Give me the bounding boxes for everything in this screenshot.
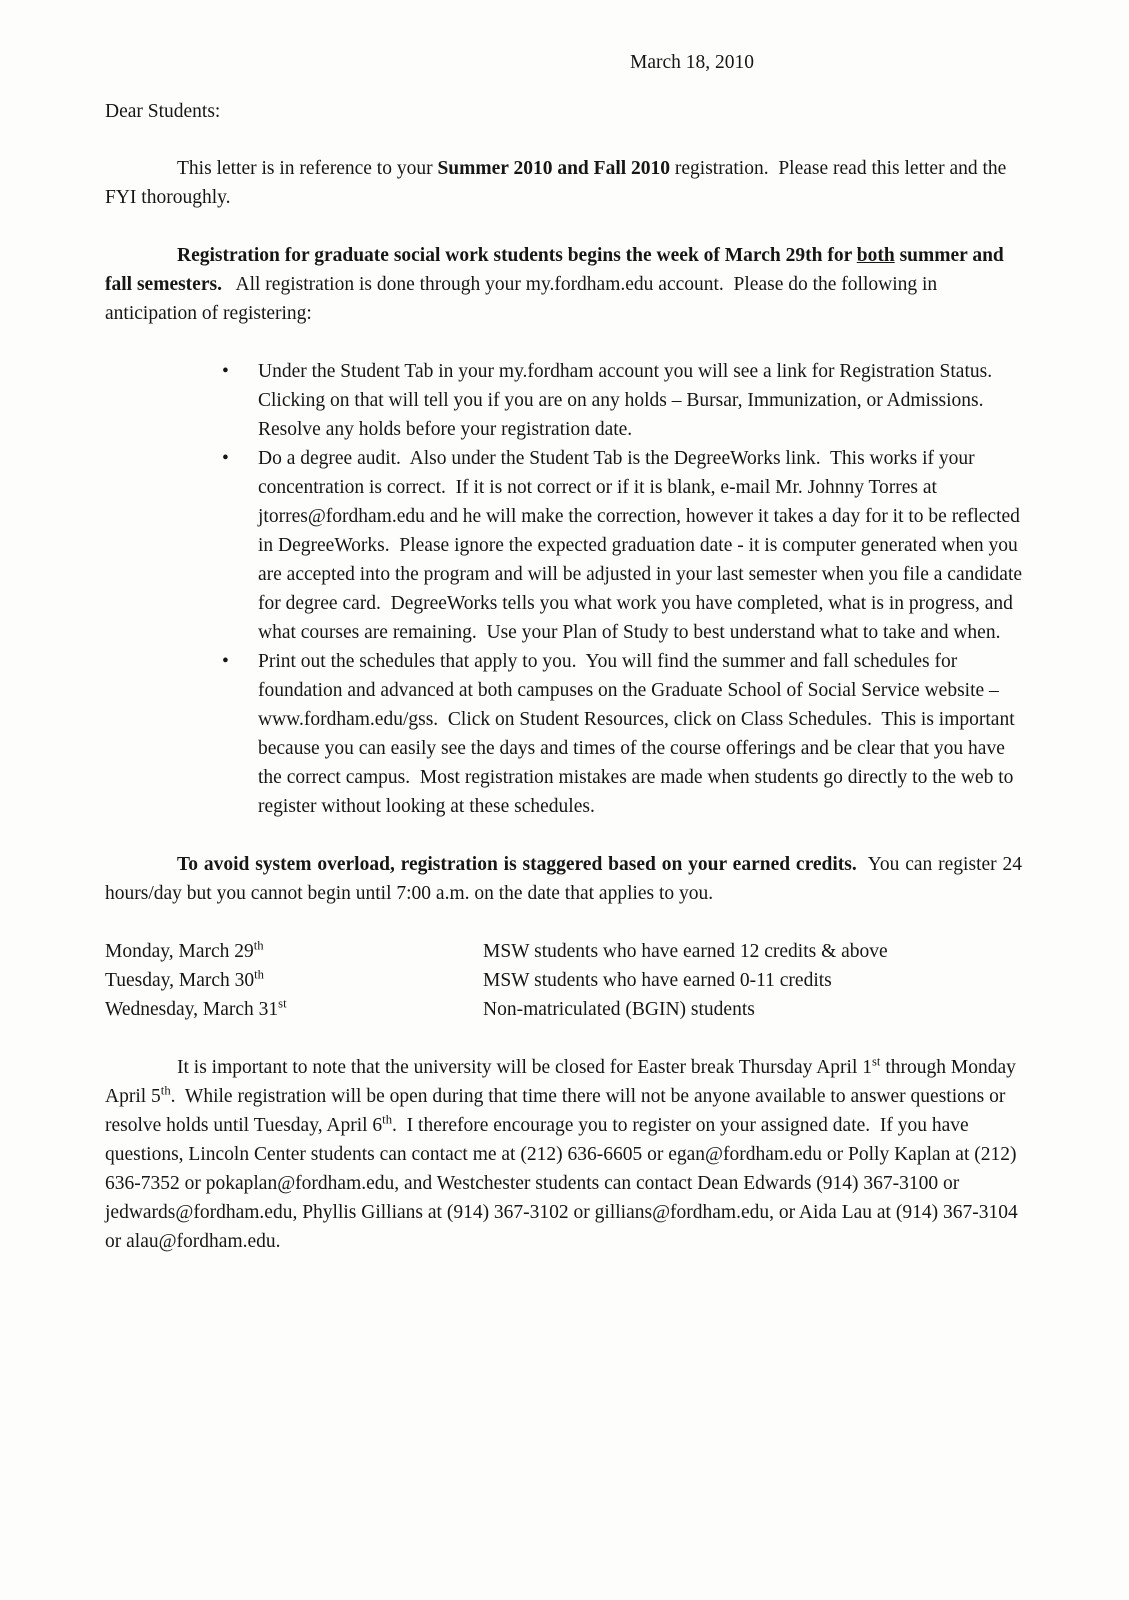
schedule-group: MSW students who have earned 0-11 credits [483,970,832,991]
schedule-date: Monday, March 29th [105,938,264,962]
list-item-registration-status: • Under the Student Tab in your my.fordham account you will see a link for Registration Status. Clicking on that will tell you if you are on any holds – Bursar, Immunization, or Admissions. Resolve any holds before your registration date. [258,357,1022,444]
registration-paragraph: Registration for graduate social work students begins the week of March 29th for both summer and fall semesters. All registration is done through your my.fordham.edu account. Please do the following in anticipation of registering: [105,245,1009,324]
staggered-registration-paragraph: To avoid system overload, registration is staggered based on your earned credits. You can register 24 hours/day but you cannot begin until 7:00 a.m. on the date that applies to you. [105,854,1027,904]
schedule-group: MSW students who have earned 12 credits & above [483,941,888,962]
schedule-group: Non-matriculated (BGIN) students [483,999,755,1020]
intro-paragraph: This letter is in reference to your Summer 2010 and Fall 2010 registration. Please read this letter and the FYI thoroughly. [105,158,1012,208]
letter-date: March 18, 2010 [630,52,755,73]
schedule-row [105,995,1022,1024]
schedule-date: Wednesday, March 31st [105,996,287,1020]
list-item-print-schedules: • Print out the schedules that apply to you. You will find the summer and fall schedules for foundation and advanced at both campuses on the Graduate School of Social Service website – www.fordham.edu/gss. Click on Student Resources, click on Class Schedules. This is important because you can easily see the days and times of the course offerings and be clear that you have the correct campus. Most registration mistakes are made when students go directly to the web to register without looking at these schedules. [258,647,1022,821]
schedule-date: Tuesday, March 30th [105,967,264,991]
registration-schedule [105,937,1022,1024]
salutation: Dear Students: [105,101,221,122]
list-item-degree-audit: • Do a degree audit. Also under the Student Tab is the DegreeWorks link. This works if your concentration is correct. If it is not correct or if it is blank, e-mail Mr. Johnny Torres at jtorres@fordham.edu and he will make the correction, however it takes a day for it to be reflected in DegreeWorks. Please ignore the expected graduation date - it is computer generated when you are accepted into the program and will be adjusted in your last semester when you file a candidate for degree card. DegreeWorks tells you what work you have completed, what is in progress, and what courses are remaining. Use your Plan of Study to best understand what to take and when. [258,444,1022,647]
closing-paragraph: It is important to note that the university will be closed for Easter break Thursday April 1st through Monday April 5th. While registration will be open during that time there will not be anyone available to answer questions or resolve holds until Tuesday, April 6th. I therefore encourage you to register on your assigned date. If you have questions, Lincoln Center students can contact me at (212) 636-6605 or egan@fordham.edu or Polly Kaplan at (212) 636-7352 or pokaplan@fordham.edu, and Westchester students can contact Dean Edwards (914) 367-3100 or jedwards@fordham.edu, Phyllis Gillians at (914) 367-3102 or gillians@fordham.edu, or Aida Lau at (914) 367-3104 or alau@fordham.edu. [105,1054,1023,1252]
registration-steps-list [105,357,1027,821]
schedule-row [105,937,1022,966]
schedule-row [105,966,1022,995]
